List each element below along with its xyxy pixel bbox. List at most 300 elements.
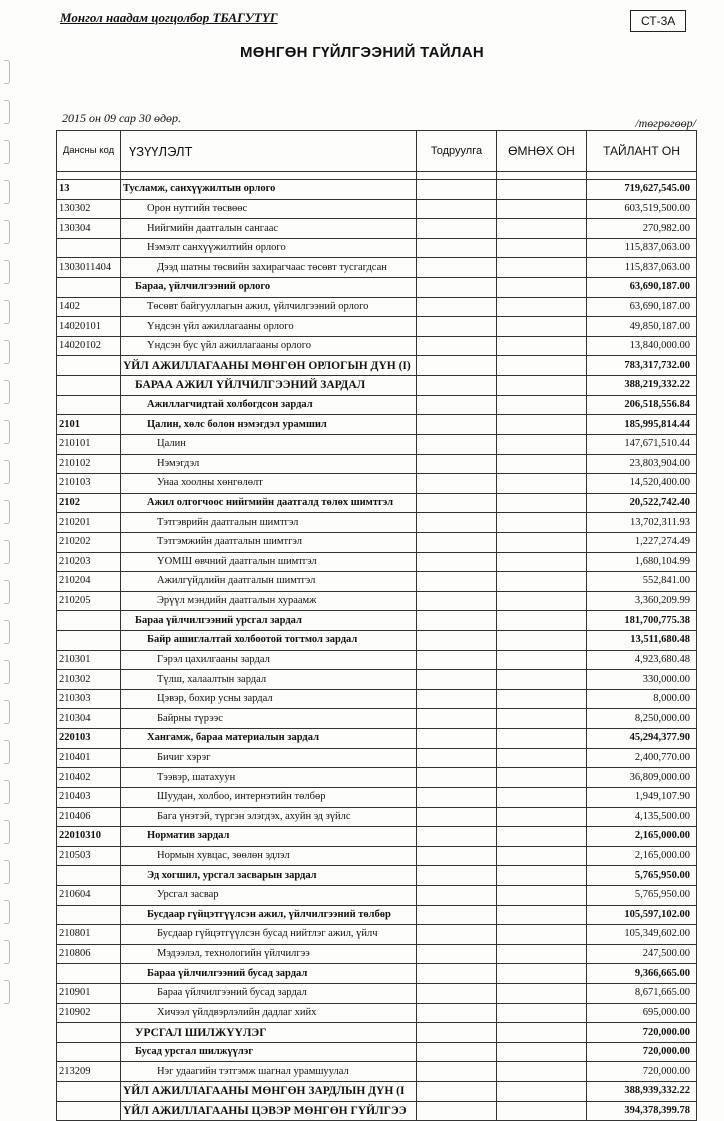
row-current-year-value: 720,000.00 <box>587 1042 697 1062</box>
row-current-year-value: 105,349,602.00 <box>587 925 697 945</box>
row-current-year-value: 8,671,665.00 <box>587 983 697 1003</box>
row-current-year-value: 247,500.00 <box>587 944 697 964</box>
row-note <box>417 807 497 827</box>
row-account-code <box>57 278 121 298</box>
row-account-code <box>57 611 121 631</box>
row-current-year-value: 695,000.00 <box>587 1003 697 1023</box>
row-previous-year-value <box>497 670 587 690</box>
row-current-year-value: 388,939,332.22 <box>587 1082 697 1102</box>
row-previous-year-value <box>497 944 587 964</box>
table-row <box>57 689 697 709</box>
table-header-row <box>57 131 697 172</box>
row-note <box>417 356 497 376</box>
row-note <box>417 258 497 278</box>
row-current-year-value: 13,511,680.48 <box>587 631 697 651</box>
row-previous-year-value <box>497 846 587 866</box>
row-current-year-value: 388,219,332.22 <box>587 376 697 396</box>
row-account-code: 210301 <box>57 650 121 670</box>
row-indicator-name: Нийгмийн даатгалын сангаас <box>121 219 417 239</box>
row-previous-year-value <box>497 807 587 827</box>
row-indicator-name: Тэтгэмжийн даатгалын шимтгэл <box>121 532 417 552</box>
row-current-year-value: 45,294,377.90 <box>587 729 697 749</box>
table-row <box>57 356 697 376</box>
row-indicator-name: Тусламж, санхүүжилтын орлого <box>121 180 417 200</box>
row-current-year-value: 23,803,904.00 <box>587 454 697 474</box>
table-row <box>57 650 697 670</box>
table-row <box>57 1042 697 1062</box>
table-row <box>57 199 697 219</box>
row-current-year-value: 14,520,400.00 <box>587 474 697 494</box>
row-indicator-name: Бусдаар гүйцэтгүүлсэн бусад нийтлэг ажил, үйлч <box>121 925 417 945</box>
row-account-code: 210204 <box>57 572 121 592</box>
table-row <box>57 336 697 356</box>
row-previous-year-value <box>497 317 587 337</box>
table-row <box>57 552 697 572</box>
row-indicator-name: Дээд шатны төсвийн захирагчаас төсөвт тусгагдсан <box>121 258 417 278</box>
table-row <box>57 748 697 768</box>
row-previous-year-value <box>497 1003 587 1023</box>
table-row <box>57 964 697 984</box>
row-previous-year-value <box>497 278 587 298</box>
row-indicator-name: Бараа үйлчилгээний урсгал зардал <box>121 611 417 631</box>
row-note <box>417 944 497 964</box>
table-row <box>57 768 697 788</box>
row-indicator-name: Төсөвт байгууллагын ажил, үйлчилгээний орлого <box>121 297 417 317</box>
row-current-year-value: 720,000.00 <box>587 1062 697 1082</box>
row-previous-year-value <box>497 591 587 611</box>
row-current-year-value: 552,841.00 <box>587 572 697 592</box>
row-indicator-name: Унаа хоолны хөнгөлөлт <box>121 474 417 494</box>
row-note <box>417 670 497 690</box>
row-indicator-name: Бичиг хэрэг <box>121 748 417 768</box>
row-current-year-value: 4,923,680.48 <box>587 650 697 670</box>
row-previous-year-value <box>497 297 587 317</box>
row-account-code: 213209 <box>57 1062 121 1082</box>
row-indicator-name: Бараа үйлчилгээний бусад зардал <box>121 983 417 1003</box>
row-note <box>417 415 497 435</box>
row-note <box>417 317 497 337</box>
row-account-code <box>57 395 121 415</box>
row-previous-year-value <box>497 199 587 219</box>
row-account-code: 210403 <box>57 787 121 807</box>
row-account-code: 22010310 <box>57 827 121 847</box>
row-current-year-value: 1,227,274.49 <box>587 532 697 552</box>
row-account-code: 210604 <box>57 885 121 905</box>
row-note <box>417 827 497 847</box>
row-account-code: 210304 <box>57 709 121 729</box>
row-previous-year-value <box>497 180 587 200</box>
row-account-code: 130302 <box>57 199 121 219</box>
table-row <box>57 1082 697 1102</box>
row-previous-year-value <box>497 709 587 729</box>
row-previous-year-value <box>497 1082 587 1102</box>
table-row <box>57 807 697 827</box>
row-account-code: 210503 <box>57 846 121 866</box>
row-note <box>417 1023 497 1043</box>
row-current-year-value: 5,765,950.00 <box>587 866 697 886</box>
row-previous-year-value <box>497 689 587 709</box>
row-current-year-value: 115,837,063.00 <box>587 258 697 278</box>
header-spacer-row <box>57 172 697 180</box>
row-note <box>417 983 497 1003</box>
row-note <box>417 180 497 200</box>
row-account-code: 210902 <box>57 1003 121 1023</box>
row-note <box>417 1003 497 1023</box>
table-row <box>57 729 697 749</box>
row-note <box>417 885 497 905</box>
row-note <box>417 1101 497 1121</box>
row-note <box>417 768 497 788</box>
table-row <box>57 925 697 945</box>
row-indicator-name: Ажил олгогчоос нийгмийн даатгалд төлөх шимтгэл <box>121 493 417 513</box>
row-account-code: 210201 <box>57 513 121 533</box>
row-indicator-name: Бусдаар гүйцэтгүүлсэн ажил, үйлчилгээний төлбөр <box>121 905 417 925</box>
row-current-year-value: 185,995,814.44 <box>587 415 697 435</box>
row-previous-year-value <box>497 827 587 847</box>
row-indicator-name: Хангамж, бараа материалын зардал <box>121 729 417 749</box>
table-row <box>57 532 697 552</box>
row-previous-year-value <box>497 905 587 925</box>
row-note <box>417 905 497 925</box>
table-row <box>57 474 697 494</box>
row-note <box>417 278 497 298</box>
row-account-code <box>57 238 121 258</box>
row-account-code <box>57 964 121 984</box>
binding-holes <box>4 60 14 1000</box>
column-header-previous-year: ӨМНӨХ ОН <box>497 131 587 172</box>
column-header-current-year: ТАЙЛАНТ ОН <box>587 131 697 172</box>
row-current-year-value: 13,840,000.00 <box>587 336 697 356</box>
row-previous-year-value <box>497 1101 587 1121</box>
row-account-code: 210202 <box>57 532 121 552</box>
row-indicator-name: Байр ашиглалтай холбоотой тогтмол зардал <box>121 631 417 651</box>
row-previous-year-value <box>497 611 587 631</box>
row-previous-year-value <box>497 866 587 886</box>
row-current-year-value: 181,700,775.38 <box>587 611 697 631</box>
row-account-code <box>57 1042 121 1062</box>
row-note <box>417 297 497 317</box>
row-account-code: 1303011404 <box>57 258 121 278</box>
table-row <box>57 944 697 964</box>
row-indicator-name: Ажиллагчидтай холбогдсон зардал <box>121 395 417 415</box>
row-note <box>417 846 497 866</box>
row-indicator-name: Урсгал засвар <box>121 885 417 905</box>
row-current-year-value: 2,400,770.00 <box>587 748 697 768</box>
row-account-code <box>57 905 121 925</box>
table-row <box>57 787 697 807</box>
row-note <box>417 964 497 984</box>
table-row <box>57 709 697 729</box>
row-note <box>417 336 497 356</box>
row-previous-year-value <box>497 787 587 807</box>
table-row <box>57 866 697 886</box>
row-previous-year-value <box>497 219 587 239</box>
row-indicator-name: Тэтгэврийн даатгалын шимтгэл <box>121 513 417 533</box>
row-note <box>417 552 497 572</box>
table-row <box>57 297 697 317</box>
row-previous-year-value <box>497 376 587 396</box>
row-current-year-value: 394,378,399.78 <box>587 1101 697 1121</box>
row-previous-year-value <box>497 493 587 513</box>
table-row <box>57 317 697 337</box>
row-current-year-value: 105,597,102.00 <box>587 905 697 925</box>
row-indicator-name: ҮЙЛ АЖИЛЛАГААНЫ ЦЭВЭР МӨНГӨН ГҮЙЛГЭЭ <box>121 1101 417 1121</box>
row-current-year-value: 603,519,500.00 <box>587 199 697 219</box>
row-account-code: 130304 <box>57 219 121 239</box>
row-account-code <box>57 1101 121 1121</box>
row-note <box>417 1042 497 1062</box>
row-indicator-name: ҮЙЛ АЖИЛЛАГААНЫ МӨНГӨН ЗАРДЛЫН ДҮН (I <box>121 1082 417 1102</box>
row-account-code: 210205 <box>57 591 121 611</box>
table-row <box>57 493 697 513</box>
row-previous-year-value <box>497 631 587 651</box>
row-current-year-value: 36,809,000.00 <box>587 768 697 788</box>
row-account-code: 14020101 <box>57 317 121 337</box>
report-date: 2015 он 09 сар 30 өдөр. <box>62 111 182 125</box>
row-indicator-name: Нэг удаагийн тэтгэмж шагнал урамшуулал <box>121 1062 417 1082</box>
row-previous-year-value <box>497 336 587 356</box>
row-current-year-value: 1,949,107.90 <box>587 787 697 807</box>
row-indicator-name: Эрүүл мэндийн даатгалын хураамж <box>121 591 417 611</box>
row-indicator-name: Ажилгүйдлийн даатгалын шимтгэл <box>121 572 417 592</box>
row-indicator-name: Нормын хувцас, зөөлөн эдлэл <box>121 846 417 866</box>
row-account-code: 210101 <box>57 434 121 454</box>
row-indicator-name: УРСГАЛ ШИЛЖҮҮЛЭГ <box>121 1023 417 1043</box>
row-indicator-name: Цалин, хөлс болон нэмэгдэл урамшил <box>121 415 417 435</box>
row-indicator-name: Нэмэгдэл <box>121 454 417 474</box>
row-note <box>417 748 497 768</box>
row-account-code: 210401 <box>57 748 121 768</box>
row-account-code: 210203 <box>57 552 121 572</box>
table-row <box>57 376 697 396</box>
row-indicator-name: ҮОМШ өвчний даатгалын шимтгэл <box>121 552 417 572</box>
column-header-note: Тодруулга <box>417 131 497 172</box>
row-previous-year-value <box>497 729 587 749</box>
row-account-code <box>57 866 121 886</box>
table-row <box>57 180 697 200</box>
table-row <box>57 219 697 239</box>
row-indicator-name: Эд хогшил, урсгал засварын зардал <box>121 866 417 886</box>
row-current-year-value: 63,690,187.00 <box>587 278 697 298</box>
row-note <box>417 572 497 592</box>
cash-flow-table <box>56 130 697 1121</box>
row-account-code <box>57 356 121 376</box>
row-account-code: 210402 <box>57 768 121 788</box>
row-note <box>417 474 497 494</box>
table-row <box>57 258 697 278</box>
row-previous-year-value <box>497 454 587 474</box>
currency-unit: /төгрөгөөр/ <box>635 116 696 130</box>
row-indicator-name: Түлш, халаалтын зардал <box>121 670 417 690</box>
table-row <box>57 434 697 454</box>
row-note <box>417 787 497 807</box>
table-row <box>57 631 697 651</box>
row-account-code: 220103 <box>57 729 121 749</box>
table-row <box>57 591 697 611</box>
row-indicator-name: Үндсэн бус үйл ажиллагааны орлого <box>121 336 417 356</box>
row-note <box>417 238 497 258</box>
row-note <box>417 513 497 533</box>
table-row <box>57 415 697 435</box>
row-indicator-name: Шуудан, холбоо, интернэтийн төлбөр <box>121 787 417 807</box>
row-indicator-name: Цэвэр, бохир усны зардал <box>121 689 417 709</box>
table-row <box>57 885 697 905</box>
row-indicator-name: Бага үнэтэй, түргэн элэгдэх, ахуйн эд зүйлс <box>121 807 417 827</box>
report-title: МӨНГӨН ГҮЙЛГЭЭНИЙ ТАЙЛАН <box>240 44 484 61</box>
row-previous-year-value <box>497 395 587 415</box>
row-note <box>417 650 497 670</box>
row-account-code: 210806 <box>57 944 121 964</box>
row-indicator-name: Норматив зардал <box>121 827 417 847</box>
row-note <box>417 631 497 651</box>
row-account-code: 210801 <box>57 925 121 945</box>
row-note <box>417 1062 497 1082</box>
row-current-year-value: 9,366,665.00 <box>587 964 697 984</box>
table-row <box>57 1023 697 1043</box>
row-current-year-value: 4,135,500.00 <box>587 807 697 827</box>
row-current-year-value: 49,850,187.00 <box>587 317 697 337</box>
row-account-code: 13 <box>57 180 121 200</box>
row-current-year-value: 115,837,063.00 <box>587 238 697 258</box>
row-current-year-value: 719,627,545.00 <box>587 180 697 200</box>
row-current-year-value: 2,165,000.00 <box>587 846 697 866</box>
row-indicator-name: Орон нутгийн төсвөөс <box>121 199 417 219</box>
table-body <box>57 180 697 1121</box>
row-indicator-name: ҮЙЛ АЖИЛЛАГААНЫ МӨНГӨН ОРЛОГЫН ДҮН (I) <box>121 356 417 376</box>
row-previous-year-value <box>497 572 587 592</box>
row-note <box>417 611 497 631</box>
row-previous-year-value <box>497 983 587 1003</box>
row-previous-year-value <box>497 748 587 768</box>
row-account-code: 210102 <box>57 454 121 474</box>
table-row <box>57 238 697 258</box>
row-current-year-value: 720,000.00 <box>587 1023 697 1043</box>
row-note <box>417 1082 497 1102</box>
row-account-code: 210303 <box>57 689 121 709</box>
row-current-year-value: 8,250,000.00 <box>587 709 697 729</box>
row-account-code: 210901 <box>57 983 121 1003</box>
row-note <box>417 709 497 729</box>
table-row <box>57 611 697 631</box>
row-previous-year-value <box>497 885 587 905</box>
table-row <box>57 572 697 592</box>
row-current-year-value: 63,690,187.00 <box>587 297 697 317</box>
row-account-code <box>57 1082 121 1102</box>
table-row <box>57 454 697 474</box>
column-header-code: Дансны код <box>57 131 121 172</box>
row-current-year-value: 3,360,209.99 <box>587 591 697 611</box>
table-row <box>57 278 697 298</box>
row-current-year-value: 13,702,311.93 <box>587 513 697 533</box>
row-previous-year-value <box>497 356 587 376</box>
row-account-code: 2102 <box>57 493 121 513</box>
row-current-year-value: 270,982.00 <box>587 219 697 239</box>
row-account-code <box>57 631 121 651</box>
row-previous-year-value <box>497 768 587 788</box>
row-current-year-value: 2,165,000.00 <box>587 827 697 847</box>
table-row <box>57 827 697 847</box>
row-previous-year-value <box>497 964 587 984</box>
row-indicator-name: Гэрэл цахилгааны зардал <box>121 650 417 670</box>
row-indicator-name: Бараа, үйлчилгээний орлого <box>121 278 417 298</box>
organization-name: Монгол наадам цогцолбор ТБАГУТҮГ <box>60 10 278 25</box>
row-account-code: 14020102 <box>57 336 121 356</box>
row-note <box>417 866 497 886</box>
table-row <box>57 1003 697 1023</box>
row-previous-year-value <box>497 258 587 278</box>
table-row <box>57 670 697 690</box>
form-code-box: СТ-3А <box>630 10 686 32</box>
row-account-code: 210406 <box>57 807 121 827</box>
row-previous-year-value <box>497 925 587 945</box>
row-note <box>417 219 497 239</box>
row-indicator-name: Байрны түрээс <box>121 709 417 729</box>
column-header-indicator: ҮЗҮҮЛЭЛТ <box>121 131 417 172</box>
row-indicator-name: Нэмэлт санхүүжилтийн орлого <box>121 238 417 258</box>
row-current-year-value: 1,680,104.99 <box>587 552 697 572</box>
row-previous-year-value <box>497 415 587 435</box>
row-previous-year-value <box>497 552 587 572</box>
row-current-year-value: 8,000.00 <box>587 689 697 709</box>
row-indicator-name: Цалин <box>121 434 417 454</box>
row-previous-year-value <box>497 650 587 670</box>
row-note <box>417 199 497 219</box>
row-note <box>417 434 497 454</box>
row-note <box>417 493 497 513</box>
row-account-code: 210103 <box>57 474 121 494</box>
row-note <box>417 395 497 415</box>
row-note <box>417 376 497 396</box>
row-account-code: 2101 <box>57 415 121 435</box>
row-account-code <box>57 1023 121 1043</box>
table-row <box>57 513 697 533</box>
row-current-year-value: 330,000.00 <box>587 670 697 690</box>
row-previous-year-value <box>497 532 587 552</box>
row-previous-year-value <box>497 238 587 258</box>
row-current-year-value: 5,765,950.00 <box>587 885 697 905</box>
row-indicator-name: БАРАА АЖИЛ ҮЙЛЧИЛГЭЭНИЙ ЗАРДАЛ <box>121 376 417 396</box>
row-previous-year-value <box>497 513 587 533</box>
row-indicator-name: Тээвэр, шатахуун <box>121 768 417 788</box>
row-indicator-name: Хичээл үйлдвэрлэлийн дадлаг хийх <box>121 1003 417 1023</box>
row-previous-year-value <box>497 1062 587 1082</box>
row-current-year-value: 147,671,510.44 <box>587 434 697 454</box>
row-note <box>417 532 497 552</box>
row-previous-year-value <box>497 1042 587 1062</box>
row-indicator-name: Үндсэн үйл ажиллагааны орлого <box>121 317 417 337</box>
row-current-year-value: 783,317,732.00 <box>587 356 697 376</box>
table-row <box>57 1101 697 1121</box>
row-current-year-value: 20,522,742.40 <box>587 493 697 513</box>
row-previous-year-value <box>497 1023 587 1043</box>
table-row <box>57 905 697 925</box>
table-row <box>57 1062 697 1082</box>
row-previous-year-value <box>497 474 587 494</box>
row-indicator-name: Бусад урсгал шилжүүлэг <box>121 1042 417 1062</box>
row-previous-year-value <box>497 434 587 454</box>
row-indicator-name: Бараа үйлчилгээний бусад зардал <box>121 964 417 984</box>
row-note <box>417 925 497 945</box>
row-note <box>417 591 497 611</box>
row-account-code <box>57 376 121 396</box>
row-account-code: 210302 <box>57 670 121 690</box>
row-current-year-value: 206,518,556.84 <box>587 395 697 415</box>
row-note <box>417 454 497 474</box>
table-row <box>57 395 697 415</box>
row-account-code: 1402 <box>57 297 121 317</box>
row-note <box>417 689 497 709</box>
table-row <box>57 983 697 1003</box>
